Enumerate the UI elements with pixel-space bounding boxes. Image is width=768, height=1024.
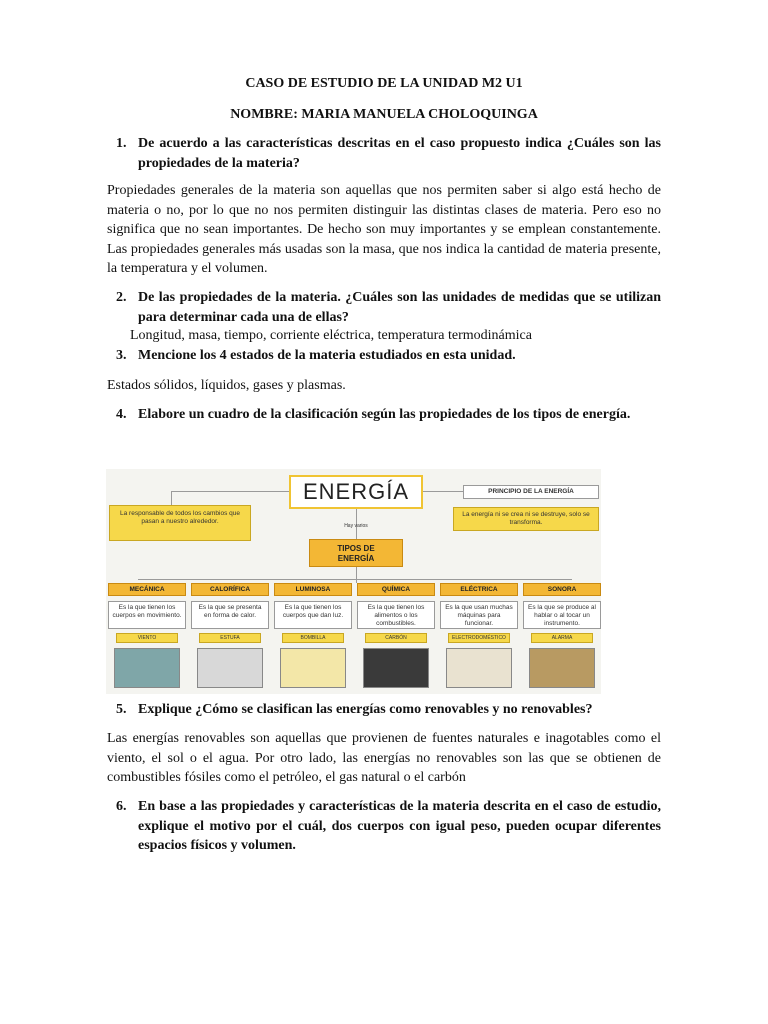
question-3 bbox=[116, 346, 661, 366]
question-text: Mencione los 4 estados de la materia estudiados en esta unidad. bbox=[138, 348, 516, 363]
energy-type-description: Es la que tienen los cuerpos en movimiento. bbox=[108, 601, 186, 629]
principle-text: La energía ni se crea ni se destruye, solo se transforma. bbox=[453, 507, 599, 531]
question-text: Elabore un cuadro de la clasificación según las propiedades de los tipos de energía. bbox=[138, 407, 631, 422]
connector-line bbox=[138, 579, 572, 580]
energy-example-label: CARBÓN bbox=[365, 633, 427, 643]
energy-title-box: ENERGÍA bbox=[289, 475, 423, 509]
energy-type-description: Es la que tienen los alimentos o los combustibles. bbox=[357, 601, 435, 629]
energy-example-image bbox=[280, 648, 346, 688]
answer-2: Longitud, masa, tiempo, corriente eléctrica, temperatura termodinámica bbox=[130, 328, 532, 343]
question-number: 2. bbox=[116, 290, 127, 305]
energy-type-label: CALORÍFICA bbox=[191, 583, 269, 596]
connector-line bbox=[423, 491, 463, 492]
question-text: En base a las propiedades y características de la materia descrita en el caso de estudio, explique el motivo por el cuál, dos cuerpos con igual peso, pueden ocupar diferentes espacios físicos y volumen. bbox=[138, 799, 661, 853]
question-2 bbox=[116, 288, 661, 327]
energy-example-label: ALARMA bbox=[531, 633, 593, 643]
question-text: De acuerdo a las características descritas en el caso propuesto indica ¿Cuáles son las propiedades de la materia? bbox=[138, 136, 661, 171]
energy-example-label: BOMBILLA bbox=[282, 633, 344, 643]
connector-line bbox=[356, 567, 357, 583]
connector-label: Hay varios bbox=[344, 523, 368, 529]
energy-type-label: QUÍMICA bbox=[357, 583, 435, 596]
question-number: 4. bbox=[116, 407, 127, 422]
question-1 bbox=[116, 134, 661, 173]
energy-type-description: Es la que se produce al hablar o al tocar un instrumento. bbox=[523, 601, 601, 629]
energy-example-image bbox=[363, 648, 429, 688]
question-text: De las propiedades de la materia. ¿Cuáles son las unidades de medidas que se utilizan para determinar cada una de ellas? bbox=[138, 290, 661, 325]
document-title: CASO DE ESTUDIO DE LA UNIDAD M2 U1 bbox=[245, 76, 523, 91]
principle-title: PRINCIPIO DE LA ENERGÍA bbox=[463, 485, 599, 499]
energy-type-description: Es la que tienen los cuerpos que dan luz. bbox=[274, 601, 352, 629]
energy-type-label: SONORA bbox=[523, 583, 601, 596]
connector-line bbox=[171, 491, 289, 492]
question-text: Explique ¿Cómo se clasifican las energías como renovables y no renovables? bbox=[138, 702, 593, 717]
energy-type-description: Es la que usan muchas máquinas para funcionar. bbox=[440, 601, 518, 629]
energy-concept-map bbox=[106, 469, 601, 694]
question-4 bbox=[116, 405, 661, 425]
question-5 bbox=[116, 700, 661, 720]
definition-note: La responsable de todos los cambios que pasan a nuestro alrededor. bbox=[109, 505, 251, 541]
energy-example-label: ESTUFA bbox=[199, 633, 261, 643]
question-number: 5. bbox=[116, 702, 127, 717]
answer-5: Las energías renovables son aquellas que provienen de fuentes naturales e inagotables como el viento, el sol o el agua. Por otro lado, las energías no renovables son las que se obtienen de combustibles fósiles como el petróleo, el gas natural o el carbón bbox=[107, 731, 661, 785]
answer-3: Estados sólidos, líquidos, gases y plasmas. bbox=[107, 378, 346, 393]
energy-type-label: MECÁNICA bbox=[108, 583, 186, 596]
answer-1: Propiedades generales de la materia son aquellas que nos permiten saber si algo está hecho de materia o no, por lo que no nos permiten distinguir las distintas clases de materia. Pero eso no significa que no sean importantes. De hecho son muy importantes y se emplean constantemente. Las propiedades generales más usadas son la masa, que nos indica la cantidad de materia presente, la temperatura y el volumen. bbox=[107, 183, 661, 276]
energy-type-label: ELÉCTRICA bbox=[440, 583, 518, 596]
question-6 bbox=[116, 797, 661, 856]
question-number: 3. bbox=[116, 348, 127, 363]
energy-example-image bbox=[529, 648, 595, 688]
question-number: 1. bbox=[116, 136, 127, 151]
energy-example-image bbox=[446, 648, 512, 688]
question-number: 6. bbox=[116, 799, 127, 814]
connector-line bbox=[171, 491, 172, 505]
student-name: NOMBRE: MARIA MANUELA CHOLOQUINGA bbox=[230, 107, 538, 122]
types-title-box: TIPOS DE ENERGÍA bbox=[309, 539, 403, 567]
energy-example-label: VIENTO bbox=[116, 633, 178, 643]
energy-example-label: ELECTRODOMÉSTICO bbox=[448, 633, 510, 643]
energy-type-description: Es la que se presenta en forma de calor. bbox=[191, 601, 269, 629]
energy-example-image bbox=[114, 648, 180, 688]
energy-example-image bbox=[197, 648, 263, 688]
energy-type-label: LUMINOSA bbox=[274, 583, 352, 596]
